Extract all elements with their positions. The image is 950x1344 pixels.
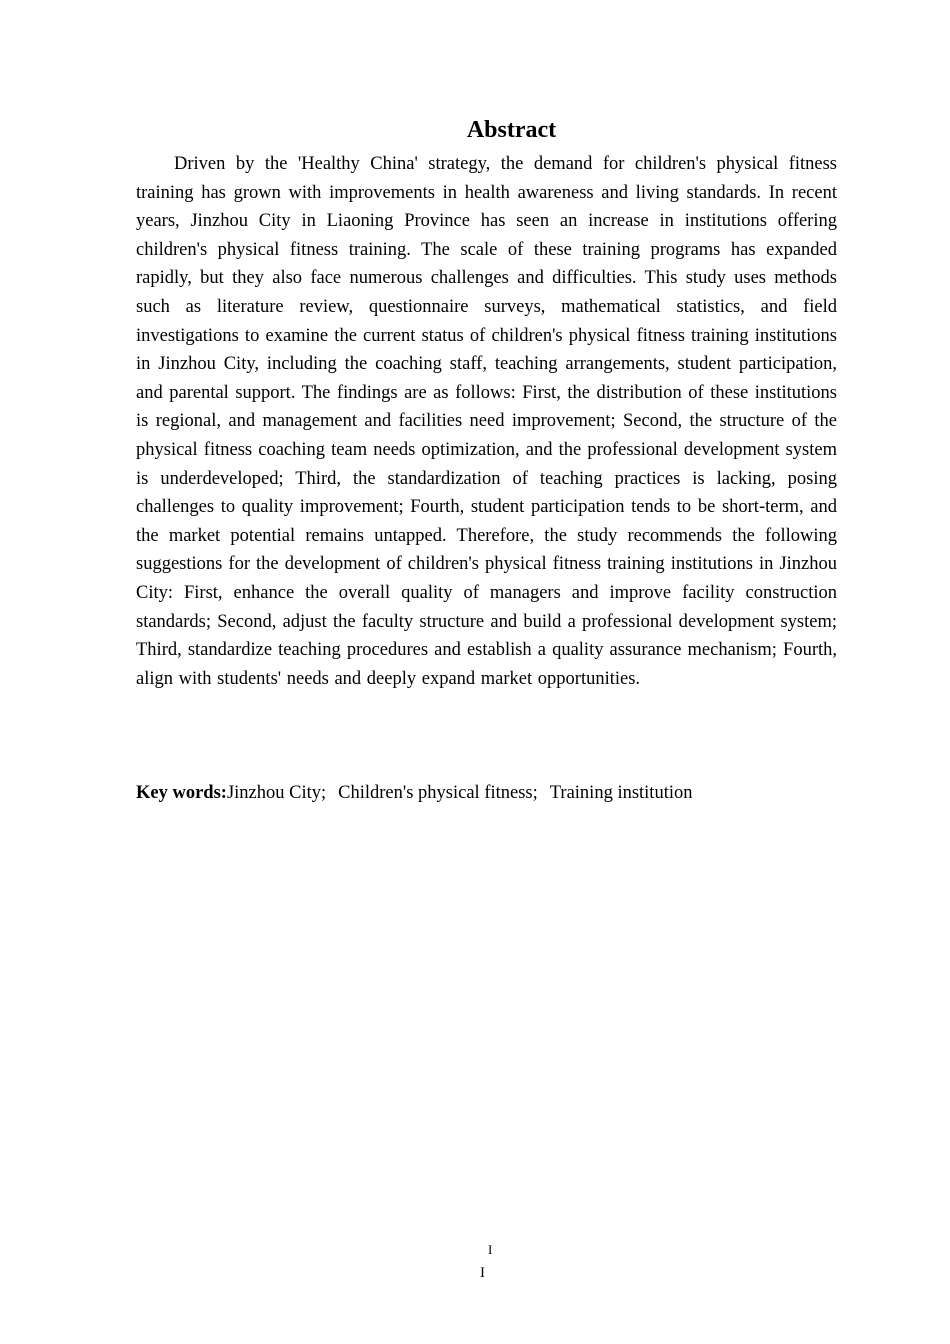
keywords-line (136, 779, 837, 808)
keyword-item: Jinzhou City; (226, 783, 327, 803)
page-number-top: I (488, 1242, 493, 1257)
abstract-body: Driven by the 'Healthy China' strategy, the demand for children's physical fitness training has grown with improvements in health awareness and living standards. In recent years, Jinzhou City in Liaoning Province has seen an increase in institutions offering children's physical fitness training. The scale of these training programs has expanded rapidly, but they also face numerous challenges and difficulties. This study uses methods such as literature review, questionnaire surveys, mathematical statistics, and field investigations to examine the current status of children's physical fitness training institutions in Jinzhou City, including the coaching staff, teaching arrangements, student participation, and parental support. The findings are as follows: First, the distribution of these institutions is regional, and management and facilities need improvement; Second, the structure of the physical fitness coaching team needs optimization, and the professional development system is underdeveloped; Third, the standardization of teaching practices is lacking, posing challenges to quality improvement; Fourth, student participation tends to be short-term, and the market potential remains untapped. Therefore, the study recommends the following suggestions for the development of children's physical fitness training institutions in Jinzhou City: First, enhance the overall quality of managers and improve facility construction standards; Second, adjust the faculty structure and build a professional development system; Third, standardize teaching procedures and establish a quality assurance mechanism; Fourth, align with students' needs and deeply expand market opportunities. (136, 154, 837, 689)
page-number-bottom: I (480, 1265, 485, 1281)
keyword-item: Training institution (549, 783, 693, 803)
keyword-item: Children's physical fitness; (338, 783, 538, 803)
abstract-title: Abstract (466, 117, 557, 143)
keywords-label: Key words: (136, 783, 227, 803)
